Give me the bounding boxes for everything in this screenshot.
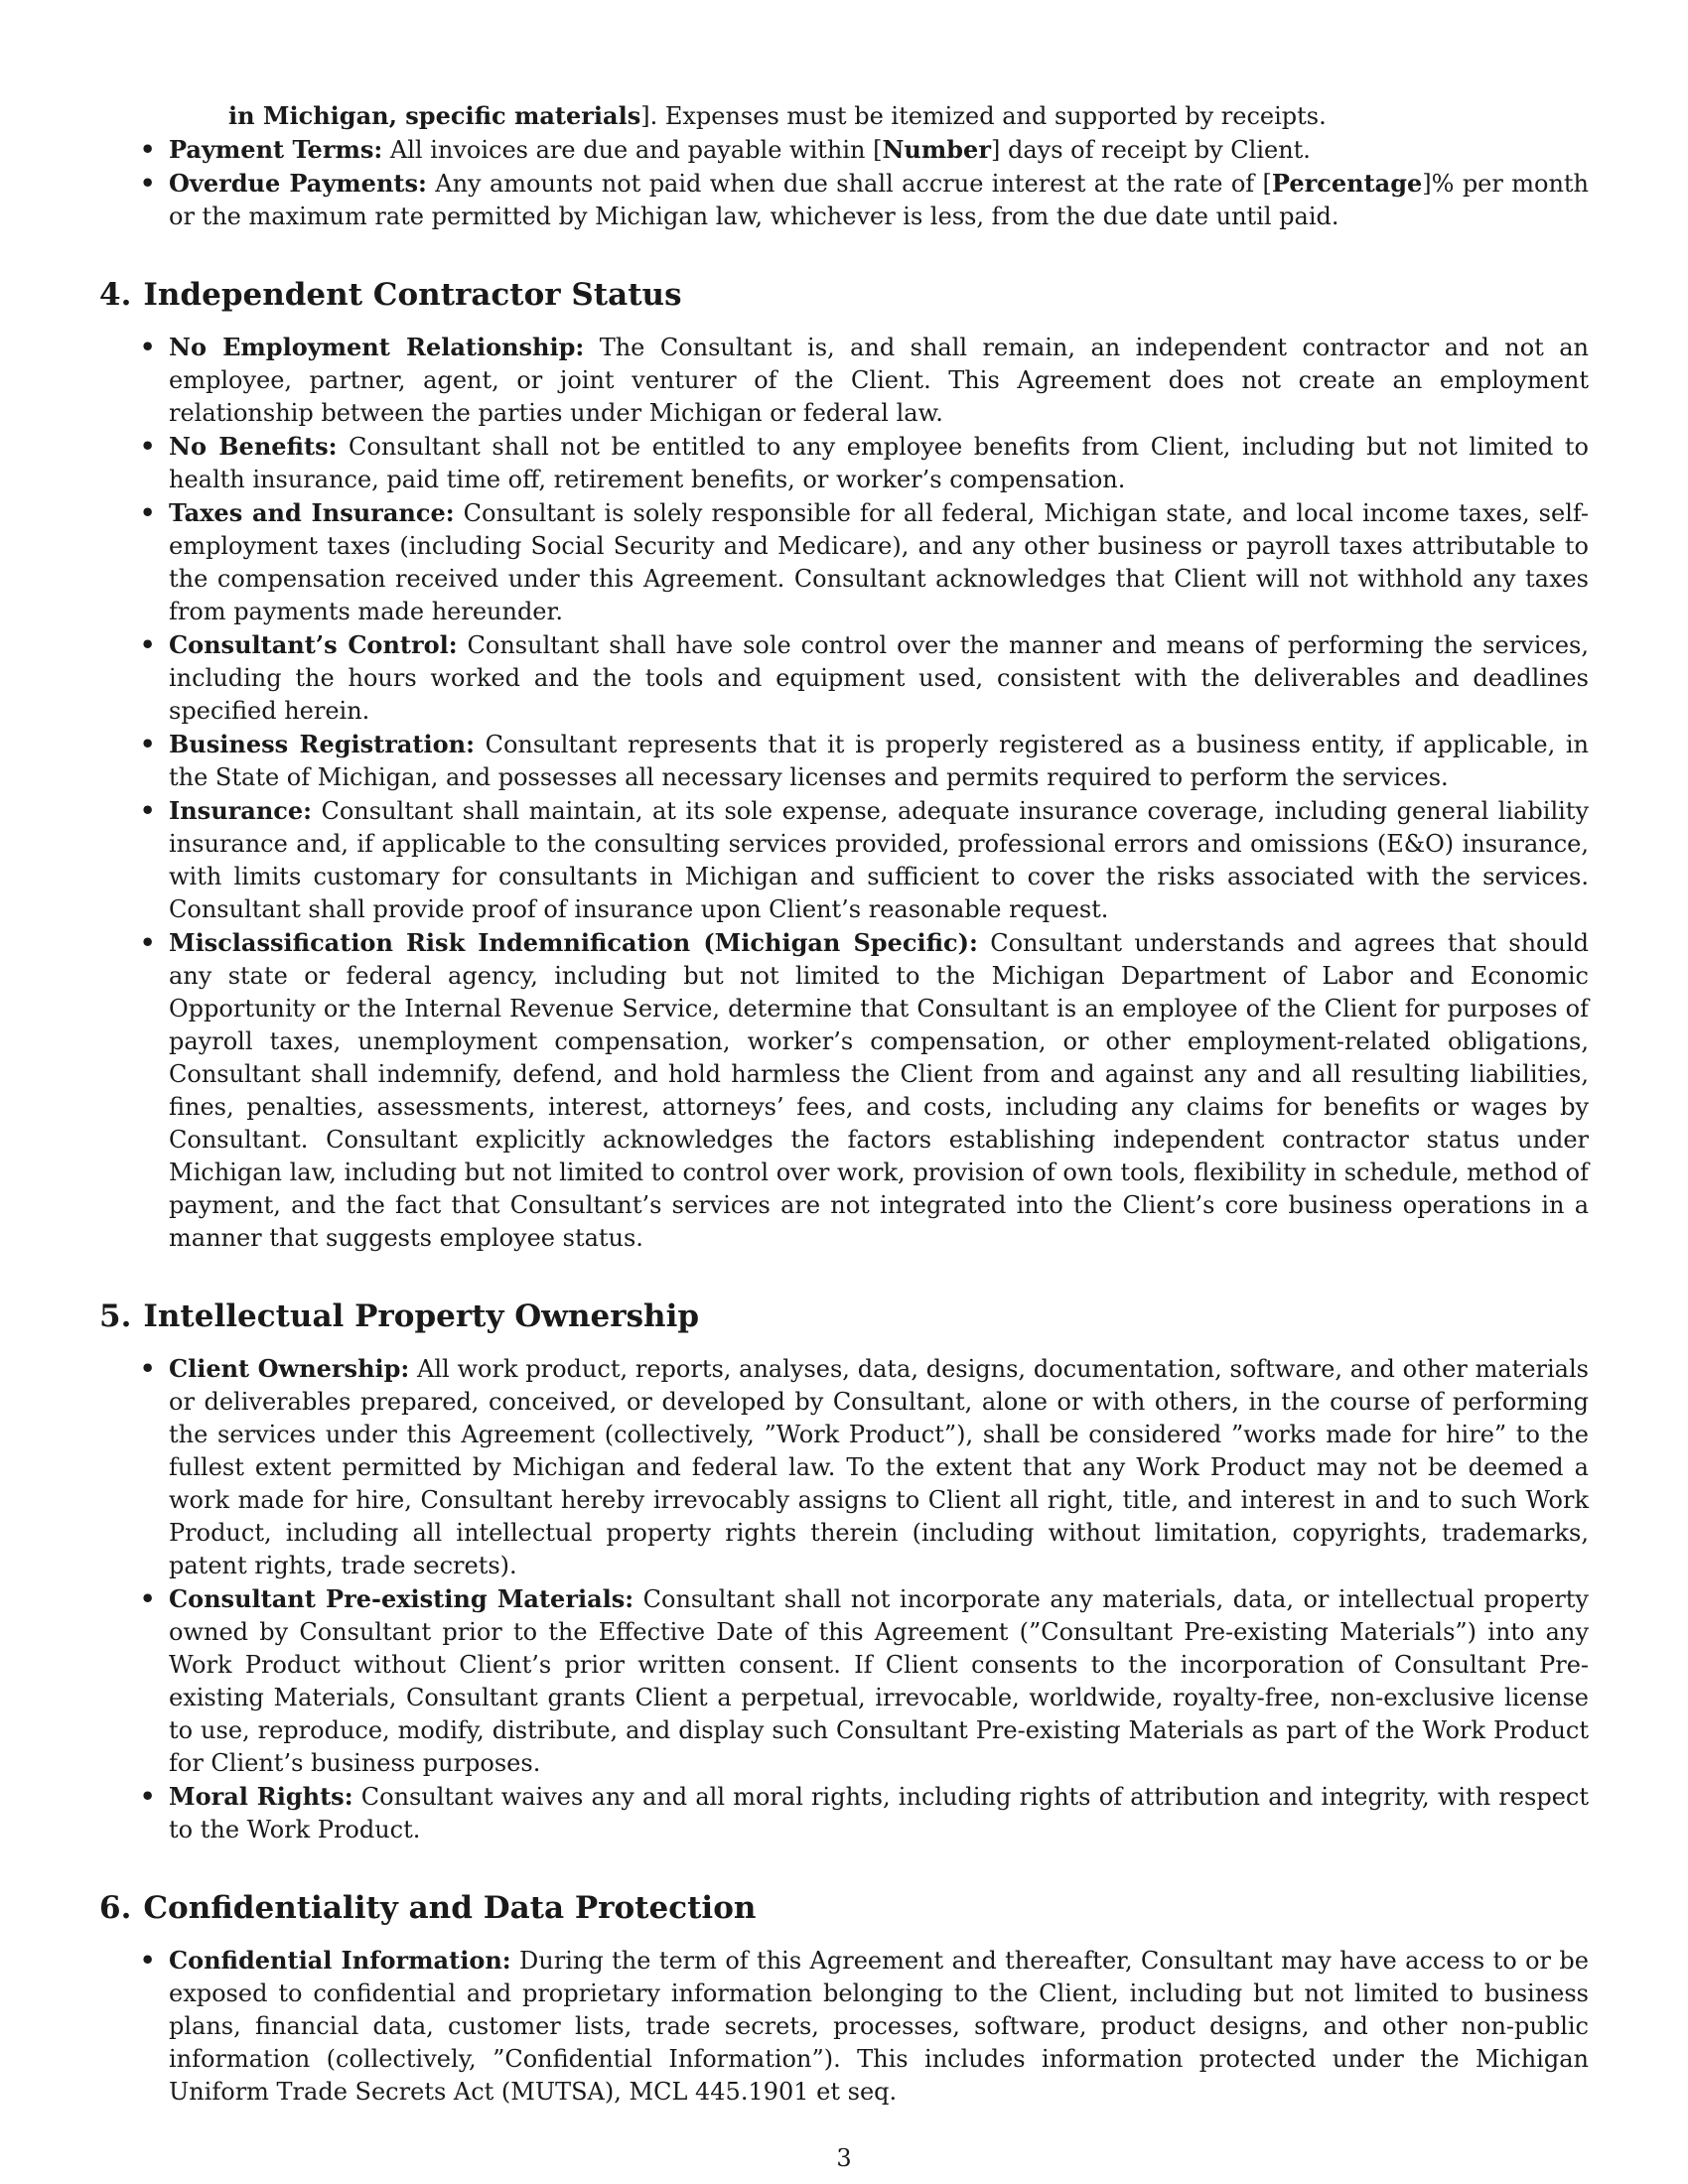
item-text: All invoices are due and payable within [ <box>382 136 883 164</box>
list-item <box>99 926 1589 1255</box>
continued-paragraph <box>228 99 1589 133</box>
bullet-icon: • <box>140 333 156 361</box>
item-label: Confidential Information: <box>169 1946 511 1975</box>
list-item <box>99 1780 1589 1846</box>
bullet-icon: • <box>140 1782 156 1811</box>
bullet-icon: • <box>140 630 156 659</box>
continued-bold-text: in Michigan, specific materials <box>228 101 641 130</box>
section-title: Independent Contractor Status <box>143 277 682 313</box>
item-text: All work product, reports, analyses, data, designs, documentation, software, and other materials or deliverables prepared, conceived, or developed by Consultant, alone or with others, in the course of performing the services under this Agreement (collectively, ”Work Product”), shall be considered ”works made for hire” to the fullest extent permitted by Michigan and federal law. To the extent that any Work Product may not be deemed a work made for hire, Consultant hereby irrevocably assigns to Client all right, title, and interest in and to such Work Product, including all intellectual property rights therein (including without limitation, copyrights, trademarks, patent rights, trade secrets). <box>169 1355 1589 1579</box>
bullet-icon: • <box>140 1354 156 1383</box>
bullet-icon: • <box>140 1946 156 1975</box>
section-title: Intellectual Property Ownership <box>143 1298 700 1334</box>
item-text: The Consultant is, and shall remain, an independent contractor and not an employee, partner, agent, or joint venturer of the Client. This Agreement does not create an employment relationship between the parties under Michigan or federal law. <box>169 334 1590 427</box>
item-text: Consultant is solely responsible for all federal, Michigan state, and local income taxes, self-employment taxes (including Social Security and Medicare), and any other business or payroll taxes attributable to the compensation received under this Agreement. Consultant acknowledges that Client will not withhold any taxes from payments made hereunder. <box>169 499 1590 625</box>
item-text: Consultant shall not incorporate any materials, data, or intellectual property owned by Consultant prior to the Effective Date of this Agreement (”Consultant Pre-existing Materials”) into any Work Product without Client’s prior written consent. If Client consents to the incorporation of Consultant Pre-existing Materials, Consultant grants Client a perpetual, irrevocable, worldwide, royalty-free, non-exclusive license to use, reproduce, modify, distribute, and display such Consultant Pre-existing Materials as part of the Work Product for Client’s business purposes. <box>169 1585 1589 1777</box>
item-text: Consultant understands and agrees that should any state or federal agency, including but not limited to the Michigan Department of Labor and Economic Opportunity or the Internal Revenue Service, determine that Consultant is an employee of the Client for purposes of payroll taxes, unemployment compensation, worker’s compensation, or other employment-related obligations, Consultant shall indemnify, defend, and hold harmless the Client from and against any and all resulting liabilities, fines, penalties, assessments, interest, attorneys’ fees, and costs, including any claims for benefits or wages by Consultant. Consultant explicitly acknowledges the factors establishing independent contractor status under Michigan law, including but not limited to control over work, provision of own tools, flexibility in schedule, method of payment, and the fact that Consultant’s services are not integrated into the Client’s core business operations in a manner that suggests employee status. <box>169 929 1589 1252</box>
section-heading <box>99 1888 1589 1928</box>
section-confidentiality <box>99 1888 1589 2109</box>
item-text: Any amounts not paid when due shall accrue interest at the rate of [ <box>426 170 1272 198</box>
placeholder-number: Number <box>882 135 991 164</box>
item-text: During the term of this Agreement and thereafter, Consultant may have access to or be exposed to confidential and proprietary information belonging to the Client, including but not limited to business plans, financial data, customer lists, trade secrets, processes, software, product designs, and other non-public information (collectively, ”Confidential Information”). This includes information protected under the Michigan Uniform Trade Secrets Act (MUTSA), MCL 445.1901 et seq. <box>169 1947 1589 2106</box>
bullet-icon: • <box>140 432 156 461</box>
list-item <box>99 1582 1589 1780</box>
list-item-overdue-payments <box>99 167 1589 233</box>
section-list <box>99 331 1589 1255</box>
bullet-icon: • <box>140 928 156 957</box>
list-item <box>99 496 1589 628</box>
section-intellectual-property <box>99 1297 1589 1846</box>
list-item-payment-terms <box>99 133 1589 167</box>
bullet-icon: • <box>140 498 156 527</box>
item-label: No Benefits: <box>169 432 338 461</box>
section-list <box>99 1352 1589 1846</box>
list-item <box>99 331 1589 430</box>
bullet-icon: • <box>140 169 156 198</box>
item-label: Misclassification Risk Indemnification (Michigan Specific): <box>169 928 978 957</box>
list-item <box>99 430 1589 496</box>
section-number: 5. <box>99 1298 132 1334</box>
section-heading <box>99 275 1589 315</box>
section-title: Confidentiality and Data Protection <box>143 1890 757 1926</box>
item-label: Moral Rights: <box>169 1782 353 1811</box>
list-item <box>99 1352 1589 1582</box>
item-text: Consultant represents that it is properly registered as a business entity, if applicable, in the State of Michigan, and possesses all necessary licenses and permits required to perform the services. <box>169 731 1590 791</box>
item-label: Overdue Payments: <box>169 169 427 198</box>
item-text: Consultant shall have sole control over the manner and means of performing the services, including the hours worked and the tools and equipment used, consistent with the deliverables and deadlines specified herein. <box>169 631 1589 725</box>
list-item <box>99 1944 1589 2109</box>
item-label: Business Registration: <box>169 730 475 758</box>
item-text: ] days of receipt by Client. <box>990 136 1311 164</box>
page-content <box>99 99 1589 2109</box>
payment-list <box>99 133 1589 233</box>
section-heading <box>99 1297 1589 1336</box>
bullet-icon: • <box>140 1584 156 1613</box>
item-text: Consultant waives any and all moral rights, including rights of attribution and integrity, with respect to the Work Product. <box>169 1783 1589 1843</box>
item-label: No Employment Relationship: <box>169 333 585 361</box>
item-label: Taxes and Insurance: <box>169 498 455 527</box>
item-label: Consultant’s Control: <box>169 630 458 659</box>
placeholder-percentage: Percentage <box>1271 169 1423 198</box>
list-item <box>99 794 1589 926</box>
section-number: 4. <box>99 277 132 313</box>
section-list <box>99 1944 1589 2109</box>
item-label: Insurance: <box>169 796 313 825</box>
item-text: Consultant shall maintain, at its sole expense, adequate insurance coverage, including general liability insurance and, if applicable to the consulting services provided, professional errors and omissions (E&O) insurance, with limits customary for consultants in Michigan and sufficient to cover the risks associated with the services. Consultant shall provide proof of insurance upon Client’s reasonable request. <box>169 797 1589 923</box>
continued-text: ]. Expenses must be itemized and supported by receipts. <box>640 102 1327 130</box>
bullet-icon: • <box>140 796 156 825</box>
list-item <box>99 628 1589 728</box>
list-item <box>99 728 1589 794</box>
bullet-icon: • <box>140 135 156 164</box>
item-text: Consultant shall not be entitled to any employee benefits from Client, including but not limited to health insurance, paid time off, retirement benefits, or worker’s compensation. <box>169 433 1589 493</box>
item-label: Client Ownership: <box>169 1354 410 1383</box>
bullet-icon: • <box>140 730 156 758</box>
section-independent-contractor <box>99 275 1589 1255</box>
item-text: ]% per month or the maximum rate permitted by Michigan law, whichever is less, from the due date until paid. <box>169 170 1590 230</box>
page-number: 3 <box>836 2144 852 2172</box>
item-label: Consultant Pre-existing Materials: <box>169 1584 634 1613</box>
section-number: 6. <box>99 1890 132 1926</box>
item-label: Payment Terms: <box>169 135 383 164</box>
